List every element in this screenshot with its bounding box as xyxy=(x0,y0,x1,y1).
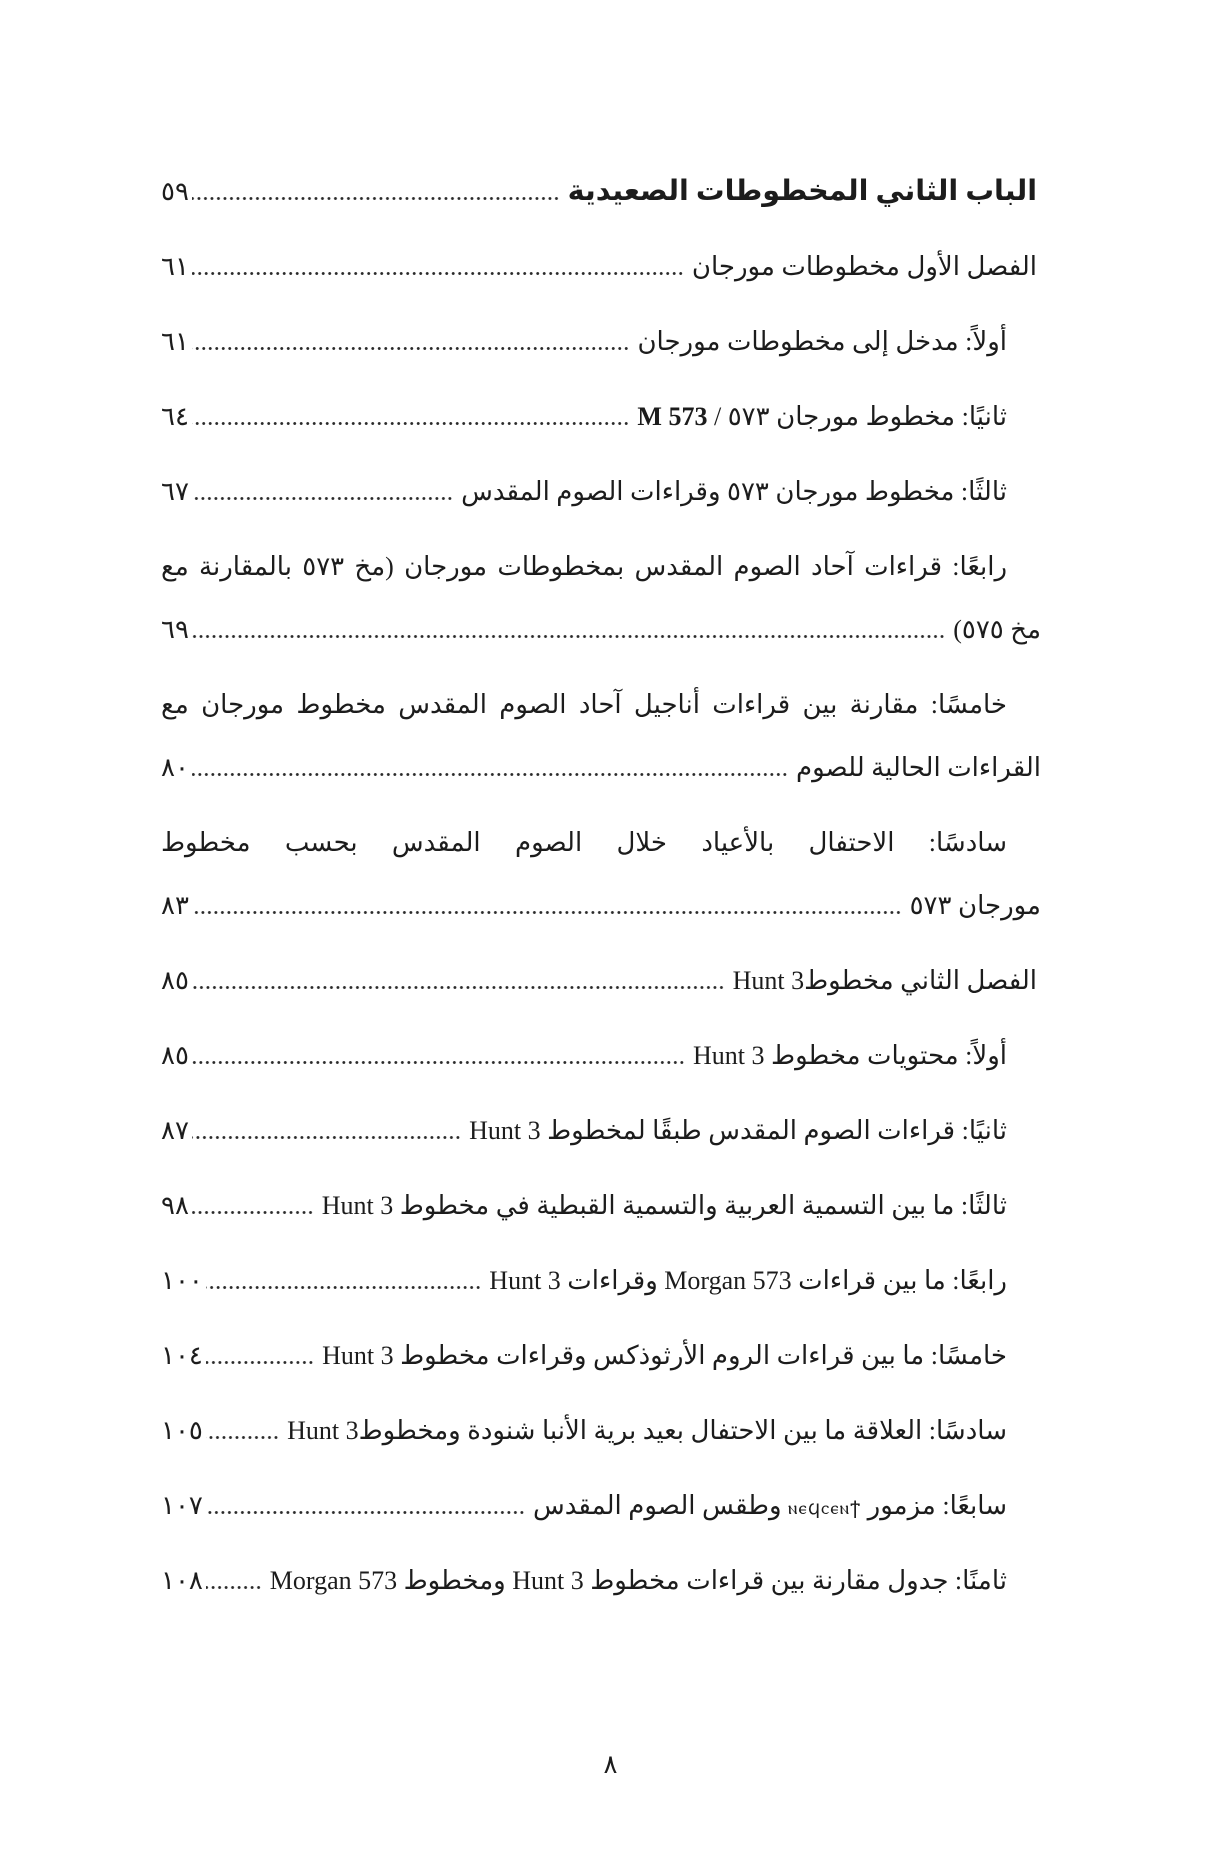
toc-entry-title xyxy=(533,1474,1007,1540)
dot-leader xyxy=(192,460,453,523)
toc-entry-title-line: مخ ٥٧٥) xyxy=(953,615,1041,644)
toc-entry-row xyxy=(161,949,1037,1012)
toc-entry-title: أولاً: محتويات مخطوط Hunt 3 xyxy=(693,1041,1007,1070)
toc-entry-row xyxy=(161,1549,1007,1612)
toc-entry-row xyxy=(161,160,1037,223)
toc-entry-title xyxy=(637,385,1007,448)
toc-section-entry xyxy=(161,1024,1037,1087)
toc-entry-row xyxy=(161,1174,1007,1237)
toc-entry-title: ثانيًا: قراءات الصوم المقدس طبقًا لمخطوط Hunt 3 xyxy=(469,1116,1007,1145)
toc-page-number: ٦٤ xyxy=(161,402,189,431)
toc-section-entry xyxy=(161,811,1041,937)
toc-section-entry xyxy=(161,535,1041,661)
dot-leader xyxy=(206,1324,314,1387)
dot-leader xyxy=(192,385,629,448)
dot-leader xyxy=(192,1024,685,1087)
toc-entry-title-text: سابعًا: مزمور xyxy=(867,1491,1007,1520)
toc-entry-row xyxy=(161,736,1041,799)
dot-leader xyxy=(192,235,684,298)
toc-entry-title: أولاً: مدخل إلى مخطوطات مورجان xyxy=(637,327,1007,356)
toc-section-entry xyxy=(161,1249,1037,1312)
toc-chapter-entry xyxy=(161,235,1037,298)
table-of-contents xyxy=(161,160,1041,1624)
toc-section-entry xyxy=(161,1099,1037,1162)
toc-page-number: ٦٩ xyxy=(161,615,189,644)
toc-page-number: ٨٠ xyxy=(161,753,189,782)
dot-leader xyxy=(206,1474,525,1537)
toc-entry-row xyxy=(161,1099,1007,1162)
toc-entry-title-line: خامسًا: مقارنة بين قراءات أناجيل آحاد الصوم المقدس مخطوط مورجان مع xyxy=(161,690,1007,719)
toc-section-entry xyxy=(161,1324,1037,1387)
toc-entry-row xyxy=(161,1324,1007,1387)
toc-page-number: ٩٨ xyxy=(161,1191,189,1220)
toc-entry-row xyxy=(161,1474,1007,1537)
toc-entry-title-text: ثانيًا: مخطوط مورجان ٥٧٣ / xyxy=(713,402,1007,431)
toc-entry-row xyxy=(161,310,1007,373)
dot-leader xyxy=(192,874,902,937)
toc-entry-title-bold: M 573 xyxy=(637,402,708,431)
toc-entry-title: الفصل الأول مخطوطات مورجان xyxy=(691,252,1037,281)
toc-entry-row xyxy=(161,460,1007,523)
toc-page-number: ٨٥ xyxy=(161,1041,189,1070)
dot-leader xyxy=(192,1099,461,1162)
toc-chapter-entry xyxy=(161,949,1037,1012)
toc-page-number: ٨٣ xyxy=(161,891,189,920)
toc-section-entry xyxy=(161,1474,1037,1537)
toc-entry-title-line: رابعًا: قراءات آحاد الصوم المقدس بمخطوطات مورجان (مخ ٥٧٣ بالمقارنة مع xyxy=(161,552,1008,581)
toc-page-number: ١٠٧ xyxy=(161,1491,203,1520)
dot-leader xyxy=(192,310,630,373)
toc-entry-title-line: سادسًا: الاحتفال بالأعياد خلال الصوم المقدس بحسب مخطوط xyxy=(161,828,1007,857)
toc-page-number: ١٠٥ xyxy=(161,1416,203,1445)
toc-entry-row xyxy=(161,874,1041,937)
toc-page-number: ١٠٨ xyxy=(161,1566,203,1595)
coptic-word: ⲛⲉϥⲥⲉⲛϯ xyxy=(788,1498,862,1519)
dot-leader xyxy=(192,598,945,661)
dot-leader xyxy=(206,1249,481,1312)
toc-page-number: ٦١ xyxy=(161,252,189,281)
toc-entry-title: ثالثًا: ما بين التسمية العربية والتسمية القبطية في مخطوط Hunt 3 xyxy=(321,1191,1007,1220)
toc-entry-row xyxy=(161,385,1007,448)
toc-section-entry xyxy=(161,673,1041,799)
toc-page-number: ٨٥ xyxy=(161,966,189,995)
toc-part-entry xyxy=(161,160,1037,223)
toc-page-number: ١٠٠ xyxy=(161,1266,203,1295)
toc-page-number: ٦١ xyxy=(161,327,189,356)
toc-entry-title: خامسًا: ما بين قراءات الروم الأرثوذكس وقراءات مخطوط Hunt 3 xyxy=(322,1341,1007,1370)
toc-entry-row xyxy=(161,235,1037,298)
dot-leader xyxy=(192,1174,314,1237)
toc-section-entry xyxy=(161,310,1037,373)
dot-leader xyxy=(206,1399,279,1462)
dot-leader xyxy=(192,949,725,1012)
toc-page-number: ٥٩ xyxy=(161,177,189,206)
toc-entry-row xyxy=(161,598,1041,661)
toc-page-number: ٨٧ xyxy=(161,1116,189,1145)
page-number-footer: ٨ xyxy=(603,1750,618,1779)
toc-entry-title: الفصل الثاني مخطوطHunt 3 xyxy=(732,966,1037,995)
toc-entry-title: ثالثًا: مخطوط مورجان ٥٧٣ وقراءات الصوم المقدس xyxy=(461,477,1007,506)
dot-leader xyxy=(192,160,560,223)
dot-leader xyxy=(206,1549,262,1612)
toc-page-number: ١٠٤ xyxy=(161,1341,203,1370)
toc-section-entry xyxy=(161,1399,1037,1462)
toc-section-entry xyxy=(161,1549,1037,1612)
toc-entry-row xyxy=(161,1399,1007,1462)
dot-leader xyxy=(192,736,788,799)
toc-entry-row xyxy=(161,1024,1007,1087)
toc-entry-title: ثامنًا: جدول مقارنة بين قراءات مخطوط Hunt 3 ومخطوط Morgan 573 xyxy=(269,1566,1007,1595)
toc-entry-row xyxy=(161,1249,1007,1312)
toc-entry-title-line: مورجان ٥٧٣ xyxy=(909,891,1041,920)
toc-section-entry xyxy=(161,385,1037,448)
toc-entry-title-line: القراءات الحالية للصوم xyxy=(796,753,1041,782)
toc-entry-title-text: وطقس الصوم المقدس xyxy=(533,1491,782,1520)
toc-section-entry xyxy=(161,1174,1037,1237)
toc-section-entry xyxy=(161,460,1037,523)
toc-entry-title: الباب الثاني المخطوطات الصعيدية xyxy=(567,176,1037,207)
toc-entry-title: رابعًا: ما بين قراءات Morgan 573 وقراءات Hunt 3 xyxy=(489,1266,1007,1295)
toc-entry-title: سادسًا: العلاقة ما بين الاحتفال بعيد برية الأنبا شنودة ومخطوطHunt 3 xyxy=(287,1416,1007,1445)
toc-page-number: ٦٧ xyxy=(161,477,189,506)
